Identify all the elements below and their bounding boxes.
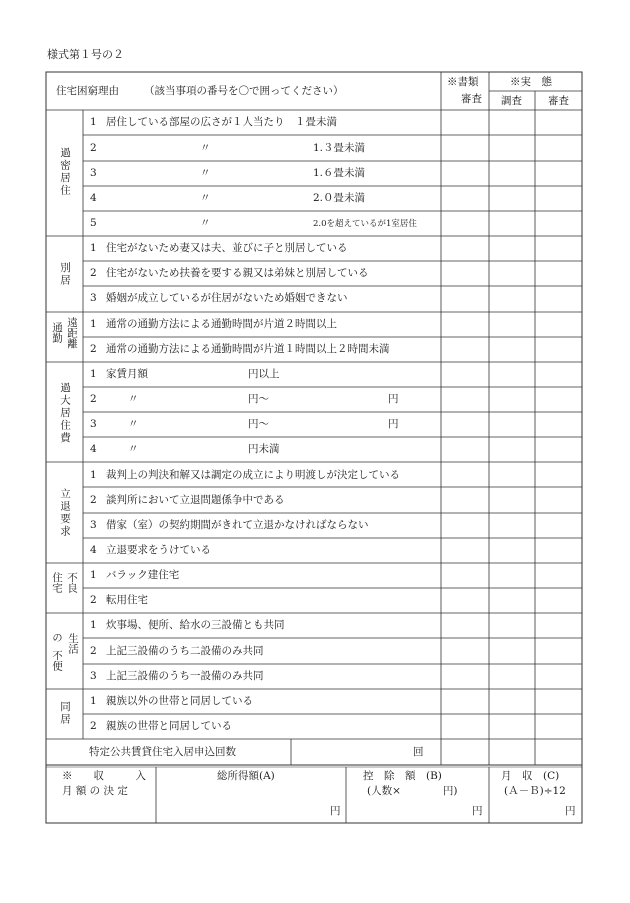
category-label-inconvenience-2: の <box>51 632 63 643</box>
deduction-note: (人数× 円) <box>367 785 458 797</box>
income-label-2: 月 額 の 決 定 <box>62 785 128 797</box>
item-number: 3 <box>90 418 97 430</box>
item-text: 談判所において立退問題係争中である <box>106 494 285 506</box>
deduction-label: 控 除 額 (B) <box>363 770 442 782</box>
category-label-inconvenience-1: 生活 <box>67 633 79 654</box>
application-count-label: 特定公共賃貸住宅入居申込回数 <box>89 746 236 758</box>
monthly-income-unit: 円 <box>565 805 576 817</box>
monthly-income-label: 月 収 (C) <box>501 770 560 782</box>
item-text: 親族の世帯と同居している <box>106 720 232 732</box>
review-header: 審査 <box>548 95 569 107</box>
category-label-separation: 別居 <box>59 262 71 287</box>
item-number: 2 <box>90 267 97 279</box>
item-number: 2 <box>90 645 97 657</box>
item-text: 住宅がないため妻又は夫、並びに子と別居している <box>106 242 348 254</box>
item-number: 4 <box>90 544 97 556</box>
item-text: 婚姻が成立しているが住居がないため婚姻できない <box>106 292 348 304</box>
category-label-commute-1: 遠距離 <box>66 317 78 349</box>
category-label-substandard-1: 不良 <box>66 572 78 593</box>
item-text: バラック建住宅 <box>106 569 180 581</box>
category-label-crowding: 過密居住 <box>59 147 71 197</box>
item-text: 通常の通勤方法による通勤時間が片道１時間以上２時間未満 <box>106 343 390 355</box>
amount-end: 円 <box>388 418 399 430</box>
doc-review-label-2: 審査 <box>461 93 482 105</box>
item-number: 2 <box>90 393 97 405</box>
ditto-mark: 〃 <box>200 217 211 229</box>
item-number: 2 <box>90 720 97 732</box>
item-value: 2.0を超えているが1室居住 <box>313 219 417 229</box>
reason-note: （該当事項の番号を〇で囲ってください） <box>144 85 344 97</box>
category-label-eviction: 立退要求 <box>59 488 71 538</box>
item-number: 1 <box>90 242 97 254</box>
amount-suffix: 円未満 <box>248 443 280 455</box>
total-income-label: 総所得額(A) <box>217 770 275 782</box>
category-label-commute-2: 通勤 <box>51 322 63 343</box>
item-number: 1 <box>90 368 97 380</box>
item-number: 1 <box>90 619 97 631</box>
amount-suffix: 円以上 <box>248 368 280 380</box>
item-text: 立退要求をうけている <box>106 544 211 556</box>
item-number: 5 <box>90 217 97 229</box>
item-number: 1 <box>90 569 97 581</box>
item-number: 3 <box>90 670 97 682</box>
form-number: 様式第１号の２ <box>47 48 124 61</box>
deduction-unit: 円 <box>472 805 483 817</box>
item-number: 2 <box>90 494 97 506</box>
item-number: 3 <box>90 167 97 179</box>
item-number: 3 <box>90 519 97 531</box>
item-text: 家賃月額 <box>106 368 148 380</box>
category-label-substandard-2: 住宅 <box>51 572 63 593</box>
amount-end: 円 <box>388 393 399 405</box>
item-number: 4 <box>90 443 97 455</box>
application-count-unit: 回 <box>413 746 424 758</box>
item-text: 親族以外の世帯と同居している <box>106 695 253 707</box>
item-value: 2.０畳未満 <box>313 192 366 204</box>
item-text: 転用住宅 <box>106 594 148 606</box>
item-text: 居住している部屋の広さが１人当たり １畳未満 <box>106 116 337 128</box>
item-text: 上記三設備のうち二設備のみ共同 <box>106 645 264 657</box>
item-number: 1 <box>90 469 97 481</box>
item-number: 2 <box>90 594 97 606</box>
item-text: 住宅がないため扶養を要する親又は弟妹と別居している <box>106 267 369 279</box>
category-label-inconvenience-3: 不便 <box>51 650 63 671</box>
ditto-mark: 〃 <box>200 167 211 179</box>
item-text: 通常の通勤方法による通勤時間が片道２時間以上 <box>106 318 337 330</box>
item-number: 2 <box>90 142 97 154</box>
item-text: 炊事場、便所、給水の三設備とも共同 <box>106 619 285 631</box>
investigation-header: 調査 <box>501 95 522 107</box>
ditto-mark: 〃 <box>128 393 139 405</box>
ditto-mark: 〃 <box>200 192 211 204</box>
category-label-cohabitation: 同居 <box>59 701 71 726</box>
ditto-mark: 〃 <box>128 418 139 430</box>
monthly-income-formula: (Ａ－Ｂ)÷12 <box>504 785 566 797</box>
total-income-unit: 円 <box>330 805 341 817</box>
item-number: 2 <box>90 343 97 355</box>
item-value: 1.６畳未満 <box>313 167 366 179</box>
item-number: 1 <box>90 116 97 128</box>
ditto-mark: 〃 <box>128 443 139 455</box>
doc-review-label-1: ※書類 <box>447 76 479 88</box>
item-number: 1 <box>90 318 97 330</box>
amount-suffix: 円～ <box>248 418 269 430</box>
actual-title: ※実 態 <box>510 76 552 88</box>
ditto-mark: 〃 <box>200 142 211 154</box>
item-number: 4 <box>90 192 97 204</box>
amount-suffix: 円～ <box>248 393 269 405</box>
item-text: 借家（室）の契約期間がきれて立退かなければならない <box>106 519 369 531</box>
item-value: 1.３畳未満 <box>313 142 366 154</box>
item-text: 裁判上の判決和解又は調定の成立により明渡しが決定している <box>106 469 400 481</box>
reason-title: 住宅困窮理由 <box>56 85 119 97</box>
item-number: 3 <box>90 292 97 304</box>
item-text: 上記三設備のうち一設備のみ共同 <box>106 670 264 682</box>
item-number: 1 <box>90 695 97 707</box>
income-label-1: ※ 収 入 <box>62 770 146 782</box>
category-label-housing-cost: 過大居住費 <box>59 382 71 445</box>
